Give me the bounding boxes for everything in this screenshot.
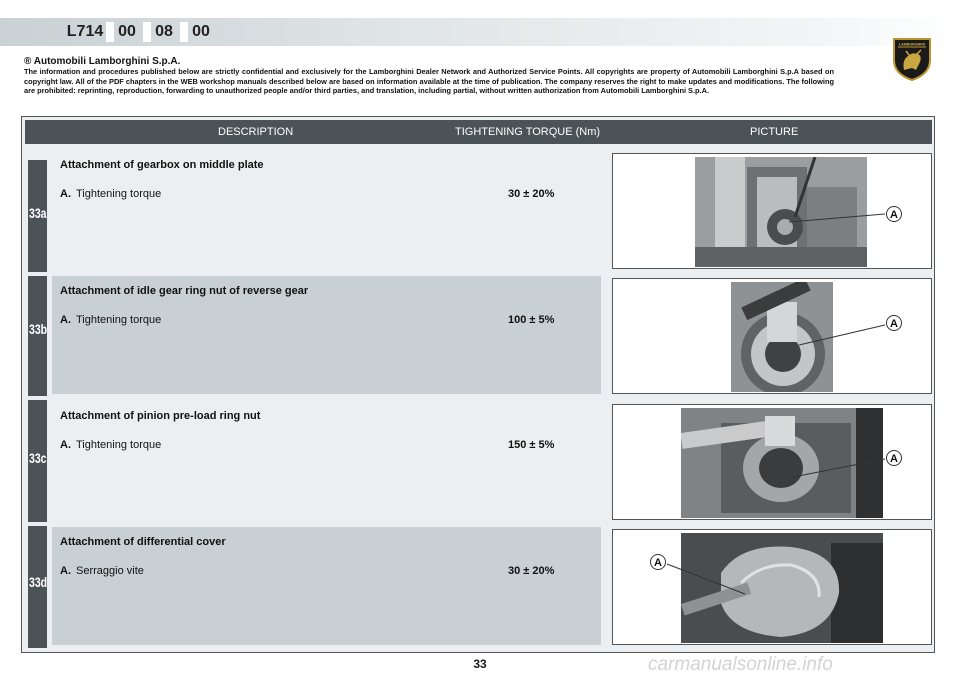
- table-row: [52, 401, 601, 519]
- legal-text: The information and procedures published below are strictly confidential and exclusively for the Lamborghini Dealer Network and Authorized Service Points. All copyrights are property of Automobili Lamborghini S.p.A based on copyright law. All of the PDF chapters in the WEB workshop manuals described below are based on information available at the time of publication. The company reserves the right to make updates and modifications. The following are prohibited: reprinting, reproduction, forwarding to unauthorized people and/or third parties, and translation, including partial, without written authorization from Automobili Lamborghini S.p.A.: [24, 67, 834, 96]
- row-letter: A.: [60, 314, 71, 326]
- table-row: [52, 276, 601, 394]
- row-letter: A.: [60, 439, 71, 451]
- section-code-3: 00: [192, 23, 210, 40]
- section-label-33c: 33c: [29, 450, 47, 466]
- callout-leader: [613, 405, 933, 521]
- row-description: Tightening torque: [76, 314, 162, 326]
- page-number: 33: [473, 657, 487, 671]
- row-letter: A.: [60, 565, 71, 577]
- table-row: [52, 150, 601, 268]
- row-torque: 30 ± 20%: [508, 565, 555, 577]
- section-label-33a: 33a: [29, 205, 47, 221]
- legal-title: ® Automobili Lamborghini S.p.A.: [24, 56, 181, 67]
- row-title: Attachment of gearbox on middle plate: [60, 159, 264, 171]
- lamborghini-logo: [890, 36, 934, 82]
- watermark: carmanualsonline.info: [648, 654, 833, 675]
- callout-leader: [613, 154, 933, 270]
- section-label-33b: 33b: [29, 321, 48, 337]
- table-row: [52, 527, 601, 645]
- row-description: Tightening torque: [76, 188, 162, 200]
- callout-a: A: [886, 315, 902, 331]
- row-description: Tightening torque: [76, 439, 162, 451]
- column-torque: TIGHTENING TORQUE (Nm): [455, 126, 601, 138]
- logo-text: LAMBORGHINI: [899, 42, 925, 47]
- picture-33a: [612, 153, 932, 269]
- row-title: Attachment of idle gear ring nut of reverse gear: [60, 285, 309, 297]
- table-header: [25, 120, 932, 144]
- row-letter: A.: [60, 188, 71, 200]
- row-torque: 30 ± 20%: [508, 188, 555, 200]
- row-description: Serraggio vite: [76, 565, 144, 577]
- section-code-1: 00: [118, 23, 136, 40]
- callout-leader: [613, 530, 933, 646]
- row-torque: 150 ± 5%: [508, 439, 555, 451]
- callout-a: A: [650, 554, 666, 570]
- row-title: Attachment of differential cover: [60, 536, 226, 548]
- row-torque: 100 ± 5%: [508, 314, 555, 326]
- column-description: DESCRIPTION: [218, 126, 294, 138]
- callout-a: A: [886, 450, 902, 466]
- column-picture: PICTURE: [750, 126, 799, 138]
- model-code: L714: [66, 23, 104, 40]
- picture-33b: [612, 278, 932, 394]
- row-title: Attachment of pinion pre-load ring nut: [60, 410, 261, 422]
- picture-33c: [612, 404, 932, 520]
- callout-leader: [613, 279, 933, 395]
- section-code-2: 08: [155, 23, 173, 40]
- section-label-33d: 33d: [29, 574, 48, 590]
- callout-a: A: [886, 206, 902, 222]
- picture-33d: [612, 529, 932, 645]
